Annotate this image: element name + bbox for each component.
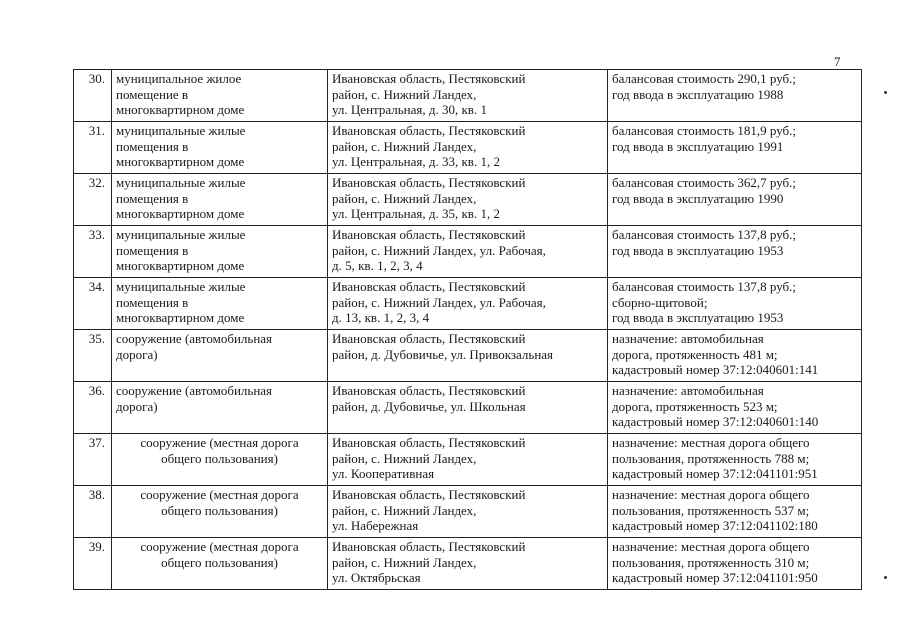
address-line: Ивановская область, Пестяковский <box>332 539 526 554</box>
address-line: район, д. Дубовичье, ул. Школьная <box>332 398 526 414</box>
page-number: 7 <box>834 54 841 69</box>
address-line: Ивановская область, Пестяковский <box>332 175 526 190</box>
address-line: ул. Кооперативная <box>332 466 435 482</box>
details-line: балансовая стоимость 137,8 руб.; <box>612 227 796 242</box>
name-line: многоквартирном доме <box>116 154 245 170</box>
address-line: Ивановская область, Пестяковский <box>332 71 526 86</box>
address-line: район, с. Нижний Ландех, <box>332 138 477 154</box>
address-cell <box>328 434 608 486</box>
address-cell <box>328 278 608 330</box>
name-line: помещения в <box>116 138 189 154</box>
details-cell <box>608 486 862 538</box>
address-cell <box>328 70 608 122</box>
details-cell <box>608 122 862 174</box>
address-cell <box>328 486 608 538</box>
row-number: 35. <box>74 330 112 382</box>
object-name-cell <box>112 382 328 434</box>
address-line: Ивановская область, Пестяковский <box>332 123 526 138</box>
object-name-cell <box>112 330 328 382</box>
details-cell <box>608 278 862 330</box>
details-cell <box>608 226 862 278</box>
address-cell <box>328 382 608 434</box>
table-row <box>74 382 862 434</box>
address-cell <box>328 226 608 278</box>
details-cell <box>608 538 862 590</box>
name-line: дорога) <box>116 398 158 414</box>
address-line: ул. Центральная, д. 35, кв. 1, 2 <box>332 206 500 222</box>
address-line: ул. Октябрьская <box>332 570 421 586</box>
name-line: помещения в <box>116 294 189 310</box>
scan-speck <box>884 91 887 94</box>
name-line: многоквартирном доме <box>116 206 245 222</box>
name-line: помещения в <box>116 242 189 258</box>
table-row <box>74 486 862 538</box>
details-cell <box>608 330 862 382</box>
details-line: балансовая стоимость 290,1 руб.; <box>612 71 796 86</box>
object-name-cell <box>112 434 328 486</box>
details-line: год ввода в эксплуатацию 1990 <box>612 190 784 206</box>
address-cell <box>328 330 608 382</box>
object-name-cell <box>112 538 328 590</box>
address-line: Ивановская область, Пестяковский <box>332 383 526 398</box>
details-line: балансовая стоимость 362,7 руб.; <box>612 175 796 190</box>
address-line: район, с. Нижний Ландех, <box>332 554 477 570</box>
address-line: Ивановская область, Пестяковский <box>332 487 526 502</box>
address-line: район, с. Нижний Ландех, <box>332 190 477 206</box>
object-name-cell <box>112 70 328 122</box>
details-line: год ввода в эксплуатацию 1953 <box>612 242 784 258</box>
name-line: помещения в <box>116 190 189 206</box>
row-number: 31. <box>74 122 112 174</box>
address-cell <box>328 538 608 590</box>
row-number: 32. <box>74 174 112 226</box>
table-row <box>74 538 862 590</box>
object-name-cell <box>112 122 328 174</box>
row-number: 38. <box>74 486 112 538</box>
name-line: муниципальные жилые <box>116 279 246 294</box>
name-line: многоквартирном доме <box>116 258 245 274</box>
address-line: район, с. Нижний Ландех, ул. Рабочая, <box>332 242 546 258</box>
address-line: Ивановская область, Пестяковский <box>332 331 526 346</box>
details-line: балансовая стоимость 137,8 руб.; <box>612 279 796 294</box>
address-line: ул. Центральная, д. 33, кв. 1, 2 <box>332 154 500 170</box>
details-line: год ввода в эксплуатацию 1953 <box>612 310 784 326</box>
details-line: пользования, протяженность 788 м; <box>612 450 810 466</box>
scan-speck <box>884 576 887 579</box>
address-line: Ивановская область, Пестяковский <box>332 227 526 242</box>
name-line: дорога) <box>116 346 158 362</box>
name-line: многоквартирном доме <box>116 102 245 118</box>
details-cell <box>608 434 862 486</box>
details-line: кадастровый номер 37:12:041101:951 <box>612 466 818 482</box>
table-row <box>74 278 862 330</box>
address-line: д. 5, кв. 1, 2, 3, 4 <box>332 258 423 274</box>
details-cell <box>608 382 862 434</box>
object-name-cell <box>112 486 328 538</box>
name-line: муниципальные жилые <box>116 227 246 242</box>
details-line: сборно-щитовой; <box>612 294 708 310</box>
table-row <box>74 174 862 226</box>
address-cell <box>328 122 608 174</box>
details-line: назначение: местная дорога общего <box>612 487 810 502</box>
details-line: дорога, протяженность 481 м; <box>612 346 778 362</box>
address-line: Ивановская область, Пестяковский <box>332 279 526 294</box>
object-name-cell <box>112 278 328 330</box>
address-line: ул. Центральная, д. 30, кв. 1 <box>332 102 487 118</box>
details-line: кадастровый номер 37:12:041102:180 <box>612 518 818 534</box>
object-name-cell <box>112 226 328 278</box>
name-line: сооружение (местная дорога <box>140 487 299 502</box>
row-number: 33. <box>74 226 112 278</box>
name-line: муниципальные жилые <box>116 123 246 138</box>
name-line: многоквартирном доме <box>116 310 245 326</box>
details-line: год ввода в эксплуатацию 1991 <box>612 138 784 154</box>
name-line: муниципальное жилое <box>116 71 242 86</box>
details-line: назначение: местная дорога общего <box>612 435 810 450</box>
details-line: кадастровый номер 37:12:040601:141 <box>612 362 819 378</box>
details-cell <box>608 70 862 122</box>
address-line: район, д. Дубовичье, ул. Привокзальная <box>332 346 554 362</box>
details-line: пользования, протяженность 310 м; <box>612 554 810 570</box>
name-line: сооружение (местная дорога <box>140 539 299 554</box>
address-line: Ивановская область, Пестяковский <box>332 435 526 450</box>
address-line: район, с. Нижний Ландех, <box>332 86 477 102</box>
details-cell <box>608 174 862 226</box>
address-line: район, с. Нижний Ландех, <box>332 502 477 518</box>
row-number: 39. <box>74 538 112 590</box>
table-row <box>74 70 862 122</box>
details-line: пользования, протяженность 537 м; <box>612 502 810 518</box>
row-number: 30. <box>74 70 112 122</box>
name-line: общего пользования) <box>161 450 278 466</box>
address-line: ул. Набережная <box>332 518 419 534</box>
name-line: сооружение (автомобильная <box>116 383 273 398</box>
property-registry-table <box>73 69 862 590</box>
table-row <box>74 330 862 382</box>
address-cell <box>328 174 608 226</box>
details-line: дорога, протяженность 523 м; <box>612 398 778 414</box>
address-line: район, с. Нижний Ландех, ул. Рабочая, <box>332 294 546 310</box>
details-line: кадастровый номер 37:12:040601:140 <box>612 414 819 430</box>
name-line: помещение в <box>116 86 189 102</box>
details-line: балансовая стоимость 181,9 руб.; <box>612 123 796 138</box>
details-line: назначение: местная дорога общего <box>612 539 810 554</box>
details-line: назначение: автомобильная <box>612 383 764 398</box>
details-line: год ввода в эксплуатацию 1988 <box>612 86 784 102</box>
name-line: сооружение (автомобильная <box>116 331 273 346</box>
name-line: общего пользования) <box>161 502 278 518</box>
address-line: д. 13, кв. 1, 2, 3, 4 <box>332 310 430 326</box>
table-row <box>74 434 862 486</box>
object-name-cell <box>112 174 328 226</box>
table-row <box>74 226 862 278</box>
table-row <box>74 122 862 174</box>
details-line: назначение: автомобильная <box>612 331 764 346</box>
row-number: 34. <box>74 278 112 330</box>
details-line: кадастровый номер 37:12:041101:950 <box>612 570 818 586</box>
name-line: сооружение (местная дорога <box>140 435 299 450</box>
row-number: 36. <box>74 382 112 434</box>
name-line: общего пользования) <box>161 554 278 570</box>
address-line: район, с. Нижний Ландех, <box>332 450 477 466</box>
name-line: муниципальные жилые <box>116 175 246 190</box>
row-number: 37. <box>74 434 112 486</box>
